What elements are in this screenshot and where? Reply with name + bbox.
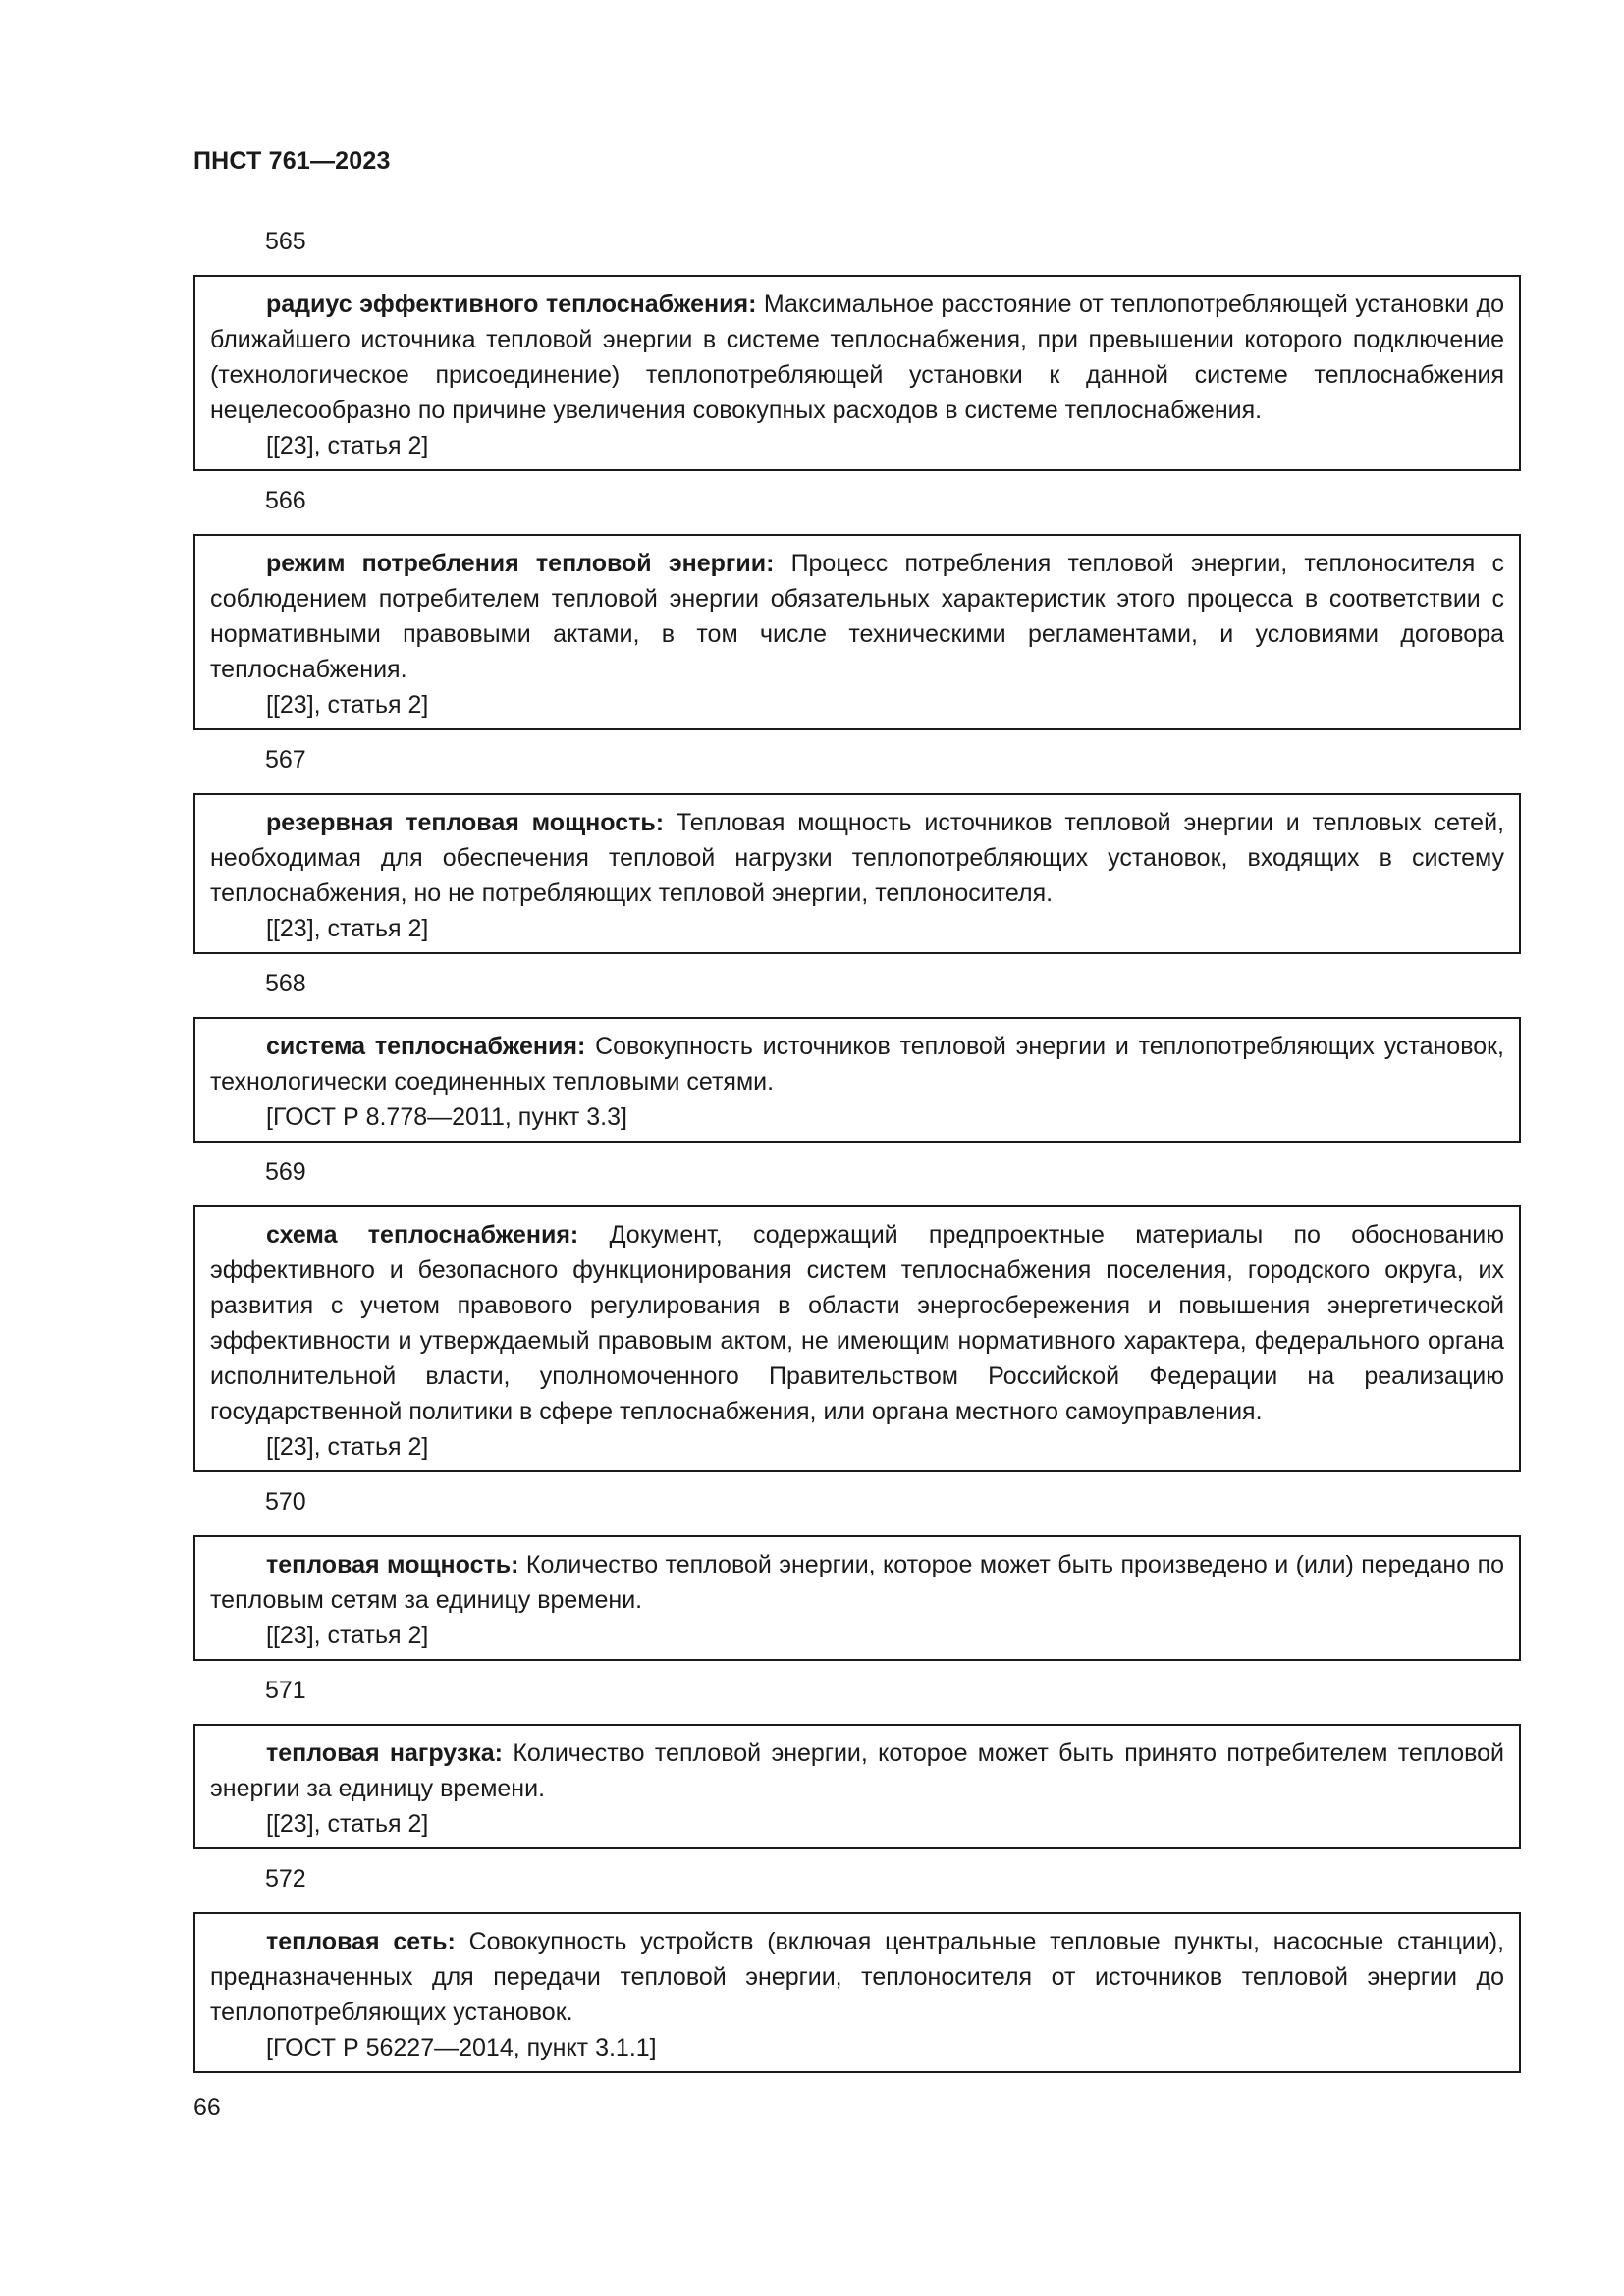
term-entry: [193, 1484, 1521, 1661]
term-box: [193, 1724, 1521, 1849]
entry-number: 571: [265, 1677, 306, 1704]
term: тепловая сеть:: [266, 1928, 456, 1955]
source-reference: [[23], статья 2]: [266, 691, 429, 719]
entry-number: 569: [265, 1158, 306, 1186]
source-reference: [ГОСТ Р 8.778—2011, пункт 3.3]: [266, 1103, 627, 1131]
term-entry: [193, 966, 1521, 1143]
definition: [210, 805, 1504, 911]
definition-text: Количество тепловой энергии, которое может быть произведено и (или) передано по тепловым сетям за единицу времени.: [210, 1551, 1505, 1614]
term-entries: [193, 224, 1521, 2085]
source-reference: [[23], статья 2]: [266, 1433, 429, 1461]
definition-text: Процесс потребления тепловой энергии, теплоносителя с соблюдением потребителем тепловой энергии обязательных характеристик этого процесса в соответствии с нормативными правовыми актами, в том числе техническими регламентами, и условиями договора теплоснабжения.: [210, 550, 1504, 683]
entry-number: 565: [265, 228, 306, 255]
term-box: [193, 275, 1521, 471]
entry-number: 568: [265, 970, 306, 997]
term-box: [193, 1205, 1521, 1472]
definition: [210, 287, 1504, 428]
term-box: [193, 793, 1521, 954]
entry-number: 570: [265, 1488, 306, 1516]
definition-text: Совокупность источников тепловой энергии и теплопотребляющих установок, технологически соединенных тепловыми сетями.: [210, 1033, 1504, 1095]
term: режим потребления тепловой энергии:: [266, 550, 775, 577]
definition: [210, 1029, 1504, 1099]
definition: [210, 546, 1504, 687]
term-entry: [193, 224, 1521, 471]
entry-number: 572: [265, 1865, 306, 1893]
term-entry: [193, 742, 1521, 954]
definition: [210, 1217, 1504, 1429]
term-entry: [193, 1861, 1521, 2073]
source-reference: [ГОСТ Р 56227—2014, пункт 3.1.1]: [266, 2034, 657, 2061]
definition-text: Совокупность устройств (включая центральные тепловые пункты, насосные станции), предназначенных для передачи тепловой энергии, теплоносителя от источников тепловой энергии до теплопотребляющих установок.: [210, 1928, 1504, 2026]
definition-text: Тепловая мощность источников тепловой энергии и тепловых сетей, необходимая для обеспечения тепловой нагрузки теплопотребляющих установок, входящих в систему теплоснабжения, но не потребляющих тепловой энергии, теплоносителя.: [210, 809, 1504, 907]
definition-text: Документ, содержащий предпроектные материалы по обоснованию эффективного и безопасного функционирования систем теплоснабжения поселения, городского округа, их развития с учетом правового регулирования в области энергосбережения и повышения энергетической эффективности и утверждаемый правовым актом, не имеющим нормативного характера, федерального органа исполнительной власти, уполномоченного Правительством Российской Федерации на реализацию государственной политики в сфере теплоснабжения, или органа местного самоуправления.: [210, 1221, 1504, 1425]
document-code: ПНСТ 761—2023: [193, 147, 391, 175]
term: схема теплоснабжения:: [266, 1221, 579, 1249]
source-reference: [[23], статья 2]: [266, 1810, 429, 1838]
entry-number: 567: [265, 746, 306, 774]
term-entry: [193, 483, 1521, 730]
term-box: [193, 1912, 1521, 2073]
definition-text: Максимальное расстояние от теплопотребляющей установки до ближайшего источника тепловой энергии в системе теплоснабжения, при превышении которого подключение (технологическое присоединение) теплопотребляющей установки к данной системе теплоснабжения нецелесообразно по причине увеличения совокупных расходов в системе теплоснабжения.: [210, 291, 1505, 424]
term: система теплоснабжения:: [266, 1033, 586, 1060]
source-reference: [[23], статья 2]: [266, 915, 429, 942]
page-number: 66: [193, 2094, 221, 2121]
term: резервная тепловая мощность:: [266, 809, 665, 836]
term-entry: [193, 1673, 1521, 1849]
term: тепловая нагрузка:: [266, 1739, 504, 1767]
source-reference: [[23], статья 2]: [266, 432, 429, 459]
entry-number: 566: [265, 487, 306, 514]
definition-text: Количество тепловой энергии, которое может быть принято потребителем тепловой энергии за единицу времени.: [210, 1739, 1504, 1802]
source-reference: [[23], статья 2]: [266, 1622, 429, 1649]
term: радиус эффективного теплоснабжения:: [266, 291, 757, 318]
term-box: [193, 1017, 1521, 1143]
definition: [210, 1924, 1504, 2030]
term-entry: [193, 1154, 1521, 1472]
term-box: [193, 1535, 1521, 1661]
definition: [210, 1735, 1504, 1806]
term: тепловая мощность:: [266, 1551, 519, 1578]
term-box: [193, 534, 1521, 730]
definition: [210, 1547, 1504, 1618]
